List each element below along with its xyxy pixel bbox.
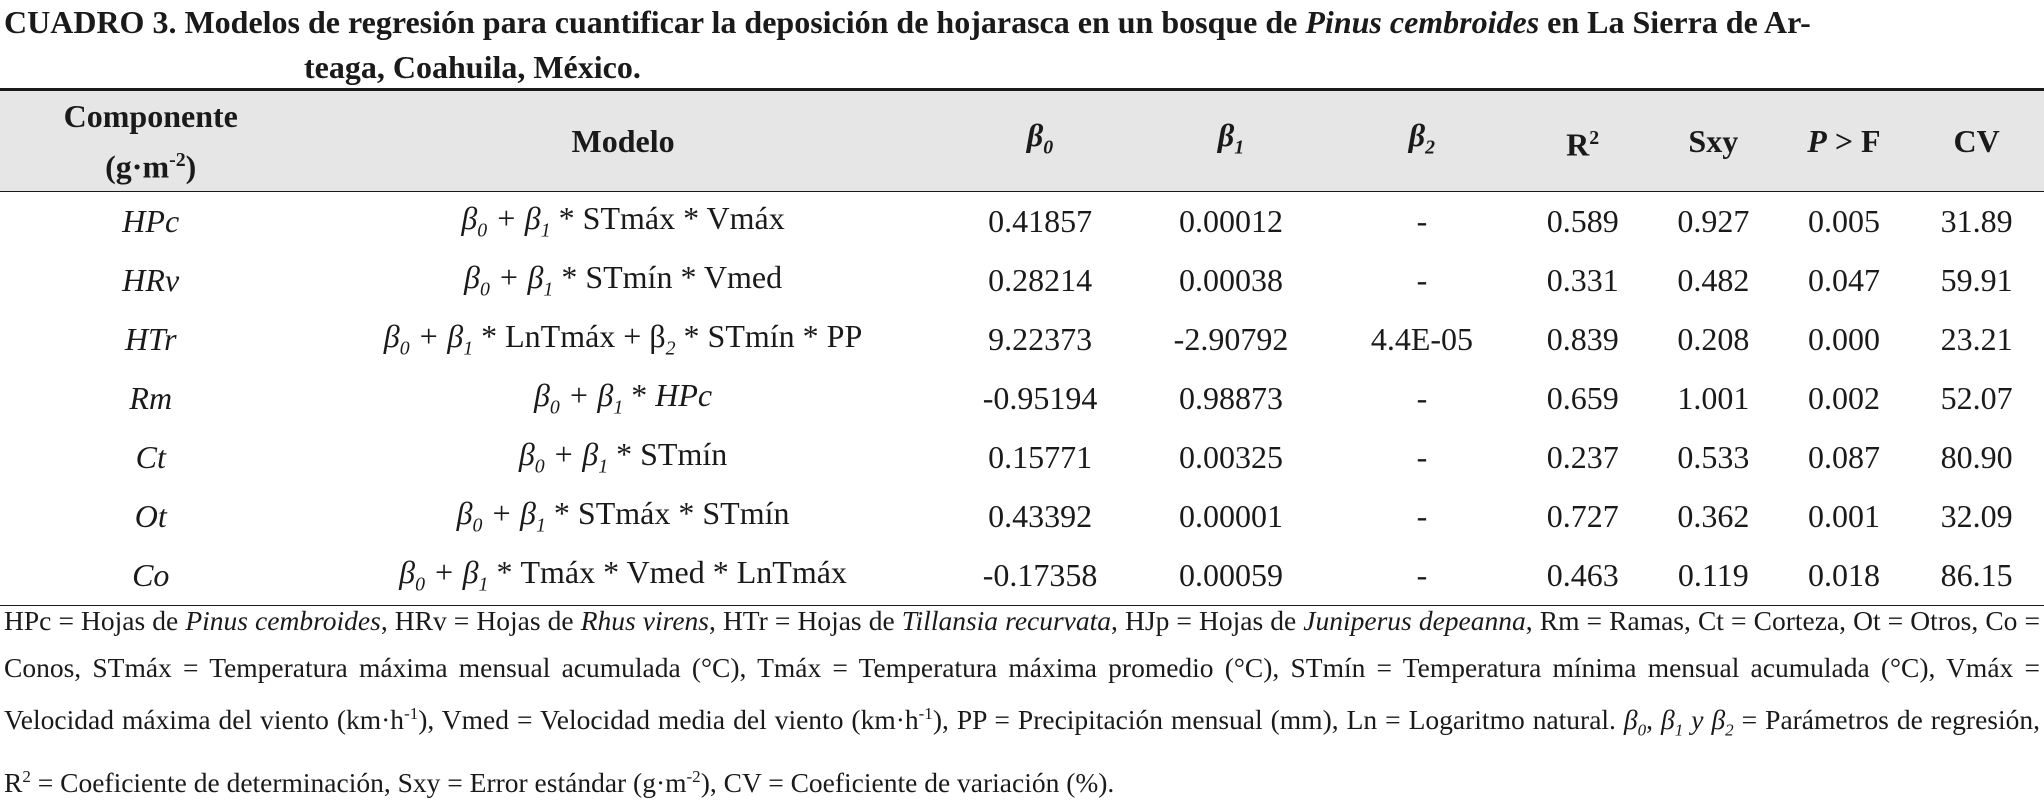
header-beta2: $\beta_2$: [1326, 90, 1517, 192]
cell-p-f: 0.002: [1807, 380, 1880, 416]
header-cv: CV: [1909, 90, 2044, 192]
header-beta1: $\beta_1$: [1136, 90, 1327, 192]
cell-r2: 0.589: [1546, 203, 1619, 239]
cell-modelo: $\beta_0 + \beta_1$ * HPc: [533, 377, 713, 419]
cell-beta1: 0.98873: [1178, 380, 1283, 416]
cell-p-f: 0.018: [1779, 546, 1910, 606]
cell-modelo: $\beta_0 + \beta_1$ * Tmáx * Vmed * LnTmáx: [301, 546, 944, 606]
cell-sxy: 0.208: [1677, 321, 1750, 357]
regression-table: [0, 88, 2044, 606]
cell-cv: 23.21: [1940, 321, 2013, 357]
cell-beta0: -0.17358: [945, 546, 1136, 606]
cell-beta2: -: [1416, 498, 1428, 534]
header-r2: $R^2$: [1517, 90, 1648, 192]
caption-text-cont: en La Sierra de Ar-: [1547, 4, 1811, 40]
cell-cv: 59.91: [1940, 262, 2013, 298]
caption-text: Modelos de regresión para cuantificar la deposición de hojarasca en un bosque de: [184, 4, 1298, 40]
cell-sxy: 0.362: [1677, 498, 1750, 534]
table-row: [0, 487, 2044, 546]
cell-beta2: -: [1416, 380, 1428, 416]
cell-sxy: 0.927: [1677, 203, 1750, 239]
cell-componente: Ot: [134, 498, 167, 534]
header-p-f: P > F: [1779, 90, 1910, 192]
header-beta0: $\beta_0$: [945, 90, 1136, 192]
table-row: [0, 369, 2044, 428]
cell-componente: Co: [0, 546, 301, 606]
header-sxy: Sxy: [1648, 90, 1779, 192]
table-body: [0, 192, 2044, 606]
caption-species: Pinus cembroides: [1305, 4, 1540, 40]
cell-r2: 0.659: [1546, 380, 1619, 416]
cell-beta2: -: [1416, 262, 1428, 298]
cell-beta1: 0.00325: [1178, 439, 1283, 475]
cell-p-f: 0.047: [1807, 262, 1880, 298]
cell-modelo: $\beta_0 + \beta_1$ * STmáx * STmín: [456, 495, 790, 537]
table-caption: [4, 0, 2040, 90]
caption-text-line2: teaga, Coahuila, México.: [304, 49, 641, 85]
cell-beta2: -: [1326, 546, 1517, 606]
cell-sxy: 1.001: [1677, 380, 1750, 416]
cell-p-f: 0.000: [1807, 321, 1880, 357]
cell-componente: HTr: [124, 321, 177, 357]
cell-beta0: 0.41857: [988, 203, 1093, 239]
cell-p-f: 0.005: [1807, 203, 1880, 239]
cell-beta0: -0.95194: [982, 380, 1098, 416]
header-componente: Componente $(g\cdot m^{-2})$: [0, 90, 301, 192]
cell-beta0: 9.22373: [988, 321, 1093, 357]
cell-sxy: 0.482: [1677, 262, 1750, 298]
cell-cv: 31.89: [1940, 203, 2013, 239]
table-row: [0, 192, 2044, 252]
cell-sxy: 0.119: [1648, 546, 1779, 606]
header-row: [0, 90, 2044, 192]
cell-modelo: $\beta_0 + \beta_1$ * STmín * Vmed: [464, 259, 783, 301]
table-row: [0, 310, 2044, 369]
cell-r2: 0.331: [1546, 262, 1619, 298]
cell-beta2: 4.4E-05: [1370, 321, 1474, 357]
cell-beta1: -2.90792: [1173, 321, 1289, 357]
cell-r2: 0.727: [1546, 498, 1619, 534]
cell-p-f: 0.087: [1807, 439, 1880, 475]
cell-componente: HPc: [122, 203, 180, 239]
header-modelo: Modelo: [301, 90, 944, 192]
cell-beta1: 0.00038: [1178, 262, 1283, 298]
cell-beta2: -: [1416, 439, 1428, 475]
cell-beta1: 0.00012: [1178, 203, 1283, 239]
cell-beta0: 0.28214: [988, 262, 1093, 298]
cell-cv: 80.90: [1940, 439, 2013, 475]
cell-modelo: $\beta_0 + \beta_1$ * STmín: [518, 436, 728, 478]
cell-r2: 0.839: [1546, 321, 1619, 357]
cell-beta0: 0.43392: [988, 498, 1093, 534]
cell-cv: 32.09: [1940, 498, 2013, 534]
cell-cv: 52.07: [1940, 380, 2013, 416]
cell-modelo: $\beta_0 + \beta_1$ * LnTmáx + $\beta_2$ * STmín * PP: [383, 318, 863, 360]
cell-r2: 0.463: [1517, 546, 1648, 606]
table-footnote: HPc = Hojas de Pinus cembroides, HRv = Hojas de Rhus virens, HTr = Hojas de Tillansia recurvata, HJp = Hojas de Juniperus depeanna, Rm = Ramas, Ct = Corteza, Ot = Otros, Co = Conos, STmáx = Temperatura máxima mensual acumulada (°C), Tmáx = Temperatura máxima promedio (°C), STmín = Temperatura mínima mensual acumulada (°C), Vmáx = Velocidad máxima del viento $(km\cdot h^{-1})$, Vmed = Velocidad media del viento $(km\cdot h^{-1})$, PP = Precipitación mensual (mm), Ln = Logaritmo natural. $\beta_0$, $\beta_1$ y $\beta_2$ = Parámetros de regresión, $R^2$ = Coeficiente de determinación, Sxy = Error estándar $(g\cdot m^{-2})$, CV = Coeficiente de variación (%).: [4, 605, 2041, 799]
cell-p-f: 0.001: [1807, 498, 1880, 534]
caption-label: CUADRO 3.: [4, 4, 177, 40]
cell-sxy: 0.533: [1677, 439, 1750, 475]
cell-modelo: $\beta_0 + \beta_1$ * STmáx * Vmáx: [461, 200, 785, 242]
cell-componente: Ct: [135, 439, 166, 475]
cell-beta1: 0.00001: [1178, 498, 1283, 534]
table-row: [0, 428, 2044, 487]
cell-beta0: 0.15771: [988, 439, 1093, 475]
cell-beta2: -: [1416, 203, 1428, 239]
cell-componente: HRv: [122, 262, 180, 298]
cell-cv: 86.15: [1909, 546, 2044, 606]
cell-r2: 0.237: [1546, 439, 1619, 475]
table-row: [0, 251, 2044, 310]
table-row: [0, 546, 2044, 606]
cell-beta1: 0.00059: [1136, 546, 1327, 606]
cell-componente: Rm: [129, 380, 173, 416]
